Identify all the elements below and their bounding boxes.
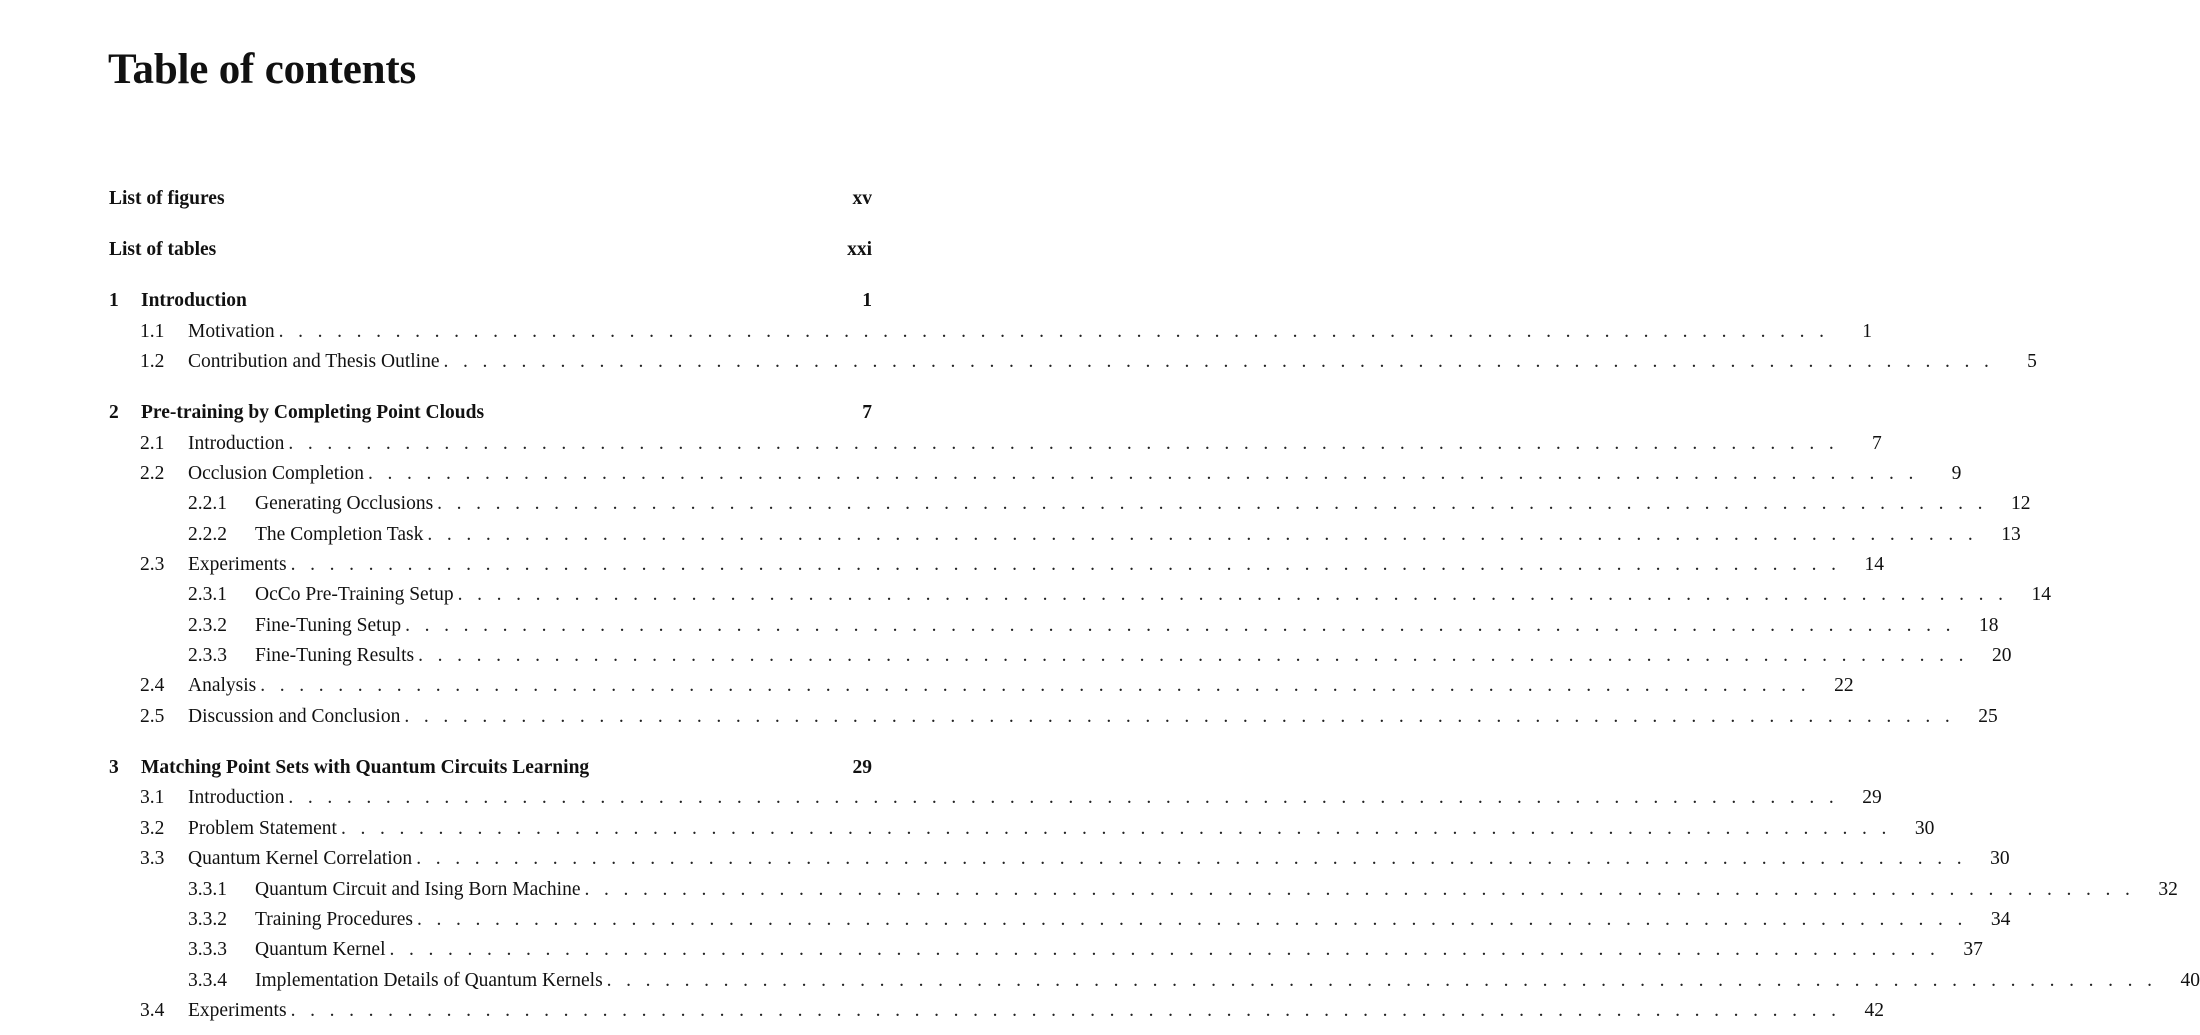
toc-section-title: Problem Statement [188,818,337,839]
toc-chapter-page: 1 [862,290,872,311]
toc-section-page: 22 [1834,675,1854,696]
toc-subsection-number: 2.3.1 [188,584,227,605]
toc-section-number: 1.2 [140,351,165,372]
dot-leader: . . . . . . . . . . . . . . . . . . . . . . . . . . . . . . . . . . . . . . . . . . . . . . . . . . . . . . . . . . . . . . . . . . . . . . . . . . . . . . . . [405,615,1951,636]
toc-entry-title: List of figures [109,188,225,209]
toc-subsection-number: 3.3.3 [188,939,227,960]
toc-chapter-number: 1 [109,290,119,311]
toc-subsection-title: Quantum Kernel [255,939,386,960]
toc-section-1-2[interactable] [140,350,2037,374]
toc-subsection-2-2-1[interactable] [188,492,2031,516]
toc-subsection-3-3-3[interactable] [188,938,1983,962]
dot-leader: . . . . . . . . . . . . . . . . . . . . . . . . . . . . . . . . . . . . . . . . . . . . . . . . . . . . . . . . . . . . . . . . . . . . . . . . . . . . . . . . [288,433,1834,454]
toc-chapter-page: 29 [852,757,872,778]
toc-section-3-3[interactable] [140,847,2010,871]
toc-subsection-title: OcCo Pre-Training Setup [255,584,454,605]
dot-leader: . . . . . . . . . . . . . . . . . . . . . . . . . . . . . . . . . . . . . . . . . . . . . . . . . . . . . . . . . . . . . . . . . . . . . . . . . . . . . . . . [427,524,1973,545]
dot-leader: . . . . . . . . . . . . . . . . . . . . . . . . . . . . . . . . . . . . . . . . . . . . . . . . . . . . . . . . . . . . . . . . . . . . . . . . . . . . . . . . [260,675,1806,696]
toc-section-title: Discussion and Conclusion [188,706,401,727]
toc-section-3-2[interactable] [140,817,1935,841]
toc-section-number: 2.2 [140,463,165,484]
toc-section-page: 30 [1914,818,1935,839]
toc-subsection-3-3-2[interactable] [188,908,2011,932]
toc-subsection-number: 2.3.3 [188,645,227,666]
dot-leader: . . . . . . . . . . . . . . . . . . . . . . . . . . . . . . . . . . . . . . . . . . . . . . . . . . . . . . . . . . . . . . . . . . . . . . . . . . . . . . . . [606,970,2153,991]
toc-entry-title: List of tables [109,239,217,260]
toc-subsection-page: 32 [2158,879,2178,900]
toc-section-number: 2.3 [140,554,165,575]
toc-subsection-number: 2.2.2 [188,524,227,545]
dot-leader: . . . . . . . . . . . . . . . . . . . . . . . . . . . . . . . . . . . . . . . . . . . . . . . . . . . . . . . . . . . . . . . . . . . . . . . . . . . . . . . . [290,1000,1836,1021]
toc-subsection-page: 18 [1978,615,1999,636]
toc-subsection-page: 34 [1990,909,2011,930]
dot-leader: . . . . . . . . . . . . . . . . . . . . . . . . . . . . . . . . . . . . . . . . . . . . . . . . . . . . . . . . . . . . . . . . . . . . . . . . . . . . . . . . [416,909,1963,930]
dot-leader: . . . . . . . . . . . . . . . . . . . . . . . . . . . . . . . . . . . . . . . . . . . . . . . . . . . . . . . . . . . . . . . . . . . . . . . . . . . . . . . . [389,939,1935,960]
toc-section-title: Introduction [188,787,285,808]
toc-subsection-number: 3.3.4 [188,970,227,991]
toc-section-2-3[interactable] [140,553,1884,577]
toc-subsection-2-2-2[interactable] [188,523,2021,547]
toc-section-title: Analysis [188,675,257,696]
toc-section-title: Contribution and Thesis Outline [188,351,440,372]
toc-subsection-2-3-2[interactable] [188,614,1999,638]
toc-subsection-title: Implementation Details of Quantum Kernels [255,970,603,991]
toc-section-title: Occlusion Completion [188,463,365,484]
toc-chapter-number: 2 [109,402,119,423]
toc-section-2-2[interactable] [140,462,1962,486]
toc-chapter-3[interactable] [109,756,872,780]
toc-chapter-title: Pre-training by Completing Point Clouds [141,402,485,423]
toc-section-title: Experiments [188,1000,287,1021]
toc-section-3-4[interactable] [140,999,1884,1023]
dot-leader: . . . . . . . . . . . . . . . . . . . . . . . . . . . . . . . . . . . . . . . . . . . . . . . . . . . . . . . . . . . . . . . . . . . . . . . . . . . . . . . . [290,554,1836,575]
toc-section-page: 42 [1864,1000,1884,1021]
toc-section-page: 25 [1978,706,1998,727]
page-title: Table of contents [108,46,416,93]
toc-subsection-page: 40 [2180,970,2200,991]
toc-section-title: Motivation [188,321,275,342]
toc-chapter-page: 7 [862,402,872,423]
toc-section-title: Introduction [188,433,285,454]
dot-leader: . . . . . . . . . . . . . . . . . . . . . . . . . . . . . . . . . . . . . . . . . . . . . . . . . . . . . . . . . . . . . . . . . . . . . . . . . . . . . . . . [443,351,1989,372]
toc-section-number: 3.1 [140,787,165,808]
toc-section-page: 14 [1864,554,1884,575]
toc-section-number: 2.1 [140,433,165,454]
toc-subsection-3-3-4[interactable] [188,969,2200,993]
toc-section-number: 3.4 [140,1000,165,1021]
toc-subsection-2-3-1[interactable] [188,583,2051,607]
toc-subsection-page: 14 [2031,584,2051,605]
toc-section-2-4[interactable] [140,674,1854,698]
toc-subsection-page: 12 [2011,493,2031,514]
toc-subsection-number: 3.3.2 [188,909,227,930]
toc-subsection-3-3-1[interactable] [188,878,2178,902]
toc-chapter-number: 3 [109,757,119,778]
toc-section-page: 29 [1862,787,1882,808]
toc-section-3-1[interactable] [140,786,1882,810]
dot-leader: . . . . . . . . . . . . . . . . . . . . . . . . . . . . . . . . . . . . . . . . . . . . . . . . . . . . . . . . . . . . . . . . . . . . . . . . . . . . . . . . [288,787,1834,808]
toc-section-page: 7 [1872,433,1882,454]
toc-section-number: 3.2 [140,818,165,839]
toc-section-number: 2.5 [140,706,165,727]
dot-leader: . . . . . . . . . . . . . . . . . . . . . . . . . . . . . . . . . . . . . . . . . . . . . . . . . . . . . . . . . . . . . . . . . . . . . . . . . . . . . . . . [418,645,1964,666]
toc-entry-page: xxi [847,239,872,260]
dot-leader: . . . . . . . . . . . . . . . . . . . . . . . . . . . . . . . . . . . . . . . . . . . . . . . . . . . . . . . . . . . . . . . . . . . . . . . . . . . . . . . . [278,321,1825,342]
toc-entry-page: xv [852,188,872,209]
toc-entry-list-of-tables[interactable] [109,238,872,262]
toc-chapter-title: Matching Point Sets with Quantum Circuits Learning [141,757,590,778]
toc-section-page: 5 [2027,351,2037,372]
dot-leader: . . . . . . . . . . . . . . . . . . . . . . . . . . . . . . . . . . . . . . . . . . . . . . . . . . . . . . . . . . . . . . . . . . . . . . . . . . . . . . . . [404,706,1950,727]
toc-subsection-number: 2.2.1 [188,493,227,514]
toc-subsection-number: 2.3.2 [188,615,227,636]
dot-leader: . . . . . . . . . . . . . . . . . . . . . . . . . . . . . . . . . . . . . . . . . . . . . . . . . . . . . . . . . . . . . . . . . . . . . . . . . . . . . . . . [584,879,2130,900]
toc-subsection-title: Training Procedures [255,909,413,930]
dot-leader: . . . . . . . . . . . . . . . . . . . . . . . . . . . . . . . . . . . . . . . . . . . . . . . . . . . . . . . . . . . . . . . . . . . . . . . . . . . . . . . . [416,848,1962,869]
toc-section-page: 9 [1951,463,1962,484]
toc-subsection-page: 37 [1963,939,1983,960]
toc-section-number: 2.4 [140,675,165,696]
toc-section-page: 1 [1862,321,1873,342]
toc-section-page: 30 [1990,848,2010,869]
toc-section-2-1[interactable] [140,432,1882,456]
dot-leader: . . . . . . . . . . . . . . . . . . . . . . . . . . . . . . . . . . . . . . . . . . . . . . . . . . . . . . . . . . . . . . . . . . . . . . . . . . . . . . . . [437,493,1983,514]
toc-chapter-2[interactable] [109,401,872,425]
toc-section-title: Experiments [188,554,287,575]
toc-subsection-title: Generating Occlusions [255,493,434,514]
toc-subsection-page: 20 [1991,645,2012,666]
toc-section-title: Quantum Kernel Correlation [188,848,413,869]
toc-subsection-title: The Completion Task [255,524,424,545]
toc-section-2-5[interactable] [140,705,1998,729]
toc-section-1-1[interactable] [140,320,1873,344]
dot-leader: . . . . . . . . . . . . . . . . . . . . . . . . . . . . . . . . . . . . . . . . . . . . . . . . . . . . . . . . . . . . . . . . . . . . . . . . . . . . . . . . [457,584,2003,605]
toc-subsection-page: 13 [2001,524,2021,545]
toc-chapter-title: Introduction [141,290,247,311]
toc-entry-list-of-figures[interactable] [109,187,872,211]
toc-subsection-number: 3.3.1 [188,879,227,900]
dot-leader: . . . . . . . . . . . . . . . . . . . . . . . . . . . . . . . . . . . . . . . . . . . . . . . . . . . . . . . . . . . . . . . . . . . . . . . . . . . . . . . . [340,818,1887,839]
toc-chapter-1[interactable] [109,289,872,313]
toc-section-number: 1.1 [140,321,165,342]
toc-subsection-title: Fine-Tuning Results [255,645,415,666]
toc-subsection-2-3-3[interactable] [188,644,2012,668]
toc-section-number: 3.3 [140,848,165,869]
dot-leader: . . . . . . . . . . . . . . . . . . . . . . . . . . . . . . . . . . . . . . . . . . . . . . . . . . . . . . . . . . . . . . . . . . . . . . . . . . . . . . . . [368,463,1914,484]
toc-subsection-title: Quantum Circuit and Ising Born Machine [255,879,581,900]
toc-subsection-title: Fine-Tuning Setup [255,615,402,636]
